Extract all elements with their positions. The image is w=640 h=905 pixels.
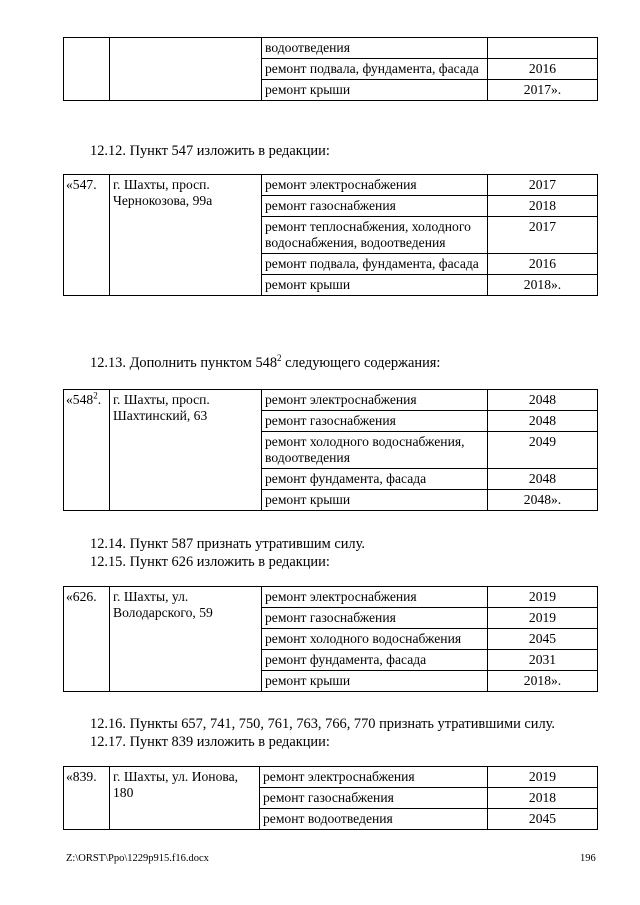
- year-cell: 2017: [488, 217, 598, 254]
- year-cell: 2019: [488, 767, 598, 788]
- year-cell: 2018».: [488, 671, 598, 692]
- work-cell: ремонт фундамента, фасада: [262, 650, 488, 671]
- work-cell: ремонт электроснабжения: [262, 390, 488, 411]
- paragraph-12-13: [90, 354, 440, 372]
- year-cell: 2049: [488, 432, 598, 469]
- paragraph-12-15: 12.15. Пункт 626 изложить в редакции:: [90, 554, 330, 570]
- number-cell: «547.: [64, 175, 110, 296]
- table-row: [64, 390, 598, 411]
- table-row: [64, 175, 598, 196]
- work-cell: ремонт крыши: [262, 275, 488, 296]
- work-cell: ремонт газоснабжения: [260, 788, 488, 809]
- year-cell: 2045: [488, 809, 598, 830]
- address-cell: г. Шахты, просп. Шахтинский, 63: [110, 390, 262, 511]
- year-cell: 2048: [488, 469, 598, 490]
- work-cell: ремонт водоотведения: [260, 809, 488, 830]
- superscript: 2: [93, 390, 98, 401]
- year-cell: 2016: [488, 254, 598, 275]
- year-cell: 2018: [488, 788, 598, 809]
- work-cell: водоотведения: [262, 38, 488, 59]
- address-cell: г. Шахты, просп. Чернокозова, 99а: [110, 175, 262, 296]
- work-cell: ремонт подвала, фундамента, фасада: [262, 254, 488, 275]
- table-item-547: [63, 174, 598, 296]
- table-row: [64, 38, 598, 59]
- work-cell: ремонт крыши: [262, 490, 488, 511]
- paragraph-12-14: 12.14. Пункт 587 признать утратившим силу.: [90, 536, 365, 552]
- table-continuation: [63, 37, 598, 101]
- year-cell: 2031: [488, 650, 598, 671]
- table-item-839: [63, 766, 598, 830]
- year-cell: 2016: [488, 59, 598, 80]
- year-cell: 2017».: [488, 80, 598, 101]
- paragraph-text: 12.13. Дополнить пунктом 548: [90, 355, 278, 371]
- table-row: [64, 587, 598, 608]
- address-cell: [110, 38, 262, 101]
- year-cell: 2045: [488, 629, 598, 650]
- year-cell: 2048: [488, 390, 598, 411]
- number-text: «548: [66, 392, 94, 407]
- paragraph-12-12: 12.12. Пункт 547 изложить в редакции:: [90, 143, 330, 159]
- footer-page-number: 196: [580, 853, 596, 864]
- address-cell: г. Шахты, ул. Володарского, 59: [110, 587, 262, 692]
- footer-file-path: Z:\ORST\Ppo\1229p915.f16.docx: [66, 853, 209, 864]
- work-cell: ремонт фундамента, фасада: [262, 469, 488, 490]
- work-cell: ремонт электроснабжения: [262, 175, 488, 196]
- table-row: [64, 767, 598, 788]
- work-cell: ремонт газоснабжения: [262, 411, 488, 432]
- work-cell: ремонт газоснабжения: [262, 608, 488, 629]
- work-cell: ремонт крыши: [262, 80, 488, 101]
- paragraph-tail: следующего содержания:: [281, 355, 441, 371]
- number-cell: «626.: [64, 587, 110, 692]
- work-cell: ремонт крыши: [262, 671, 488, 692]
- work-cell: ремонт подвала, фундамента, фасада: [262, 59, 488, 80]
- year-cell: 2017: [488, 175, 598, 196]
- number-cell: [64, 38, 110, 101]
- year-cell: 2048».: [488, 490, 598, 511]
- paragraph-12-17: 12.17. Пункт 839 изложить в редакции:: [90, 734, 330, 750]
- work-cell: ремонт холодного водоснабжения, водоотведения: [262, 432, 488, 469]
- year-cell: 2048: [488, 411, 598, 432]
- number-cell: «839.: [64, 767, 110, 830]
- number-tail: .: [97, 392, 102, 407]
- work-cell: ремонт электроснабжения: [260, 767, 488, 788]
- address-cell: г. Шахты, ул. Ионова, 180: [110, 767, 260, 830]
- work-cell: ремонт газоснабжения: [262, 196, 488, 217]
- number-cell: [64, 390, 110, 511]
- superscript: 2: [277, 353, 282, 364]
- table-item-548-2: [63, 389, 598, 511]
- paragraph-12-16: 12.16. Пункты 657, 741, 750, 761, 763, 766, 770 признать утратившими силу.: [90, 716, 556, 732]
- year-cell: 2019: [488, 608, 598, 629]
- table-item-626: [63, 586, 598, 692]
- year-cell: 2018: [488, 196, 598, 217]
- work-cell: ремонт холодного водоснабжения: [262, 629, 488, 650]
- year-cell: [488, 38, 598, 59]
- year-cell: 2018».: [488, 275, 598, 296]
- work-cell: ремонт электроснабжения: [262, 587, 488, 608]
- work-cell: ремонт теплоснабжения, холодного водоснабжения, водоотведения: [262, 217, 488, 254]
- year-cell: 2019: [488, 587, 598, 608]
